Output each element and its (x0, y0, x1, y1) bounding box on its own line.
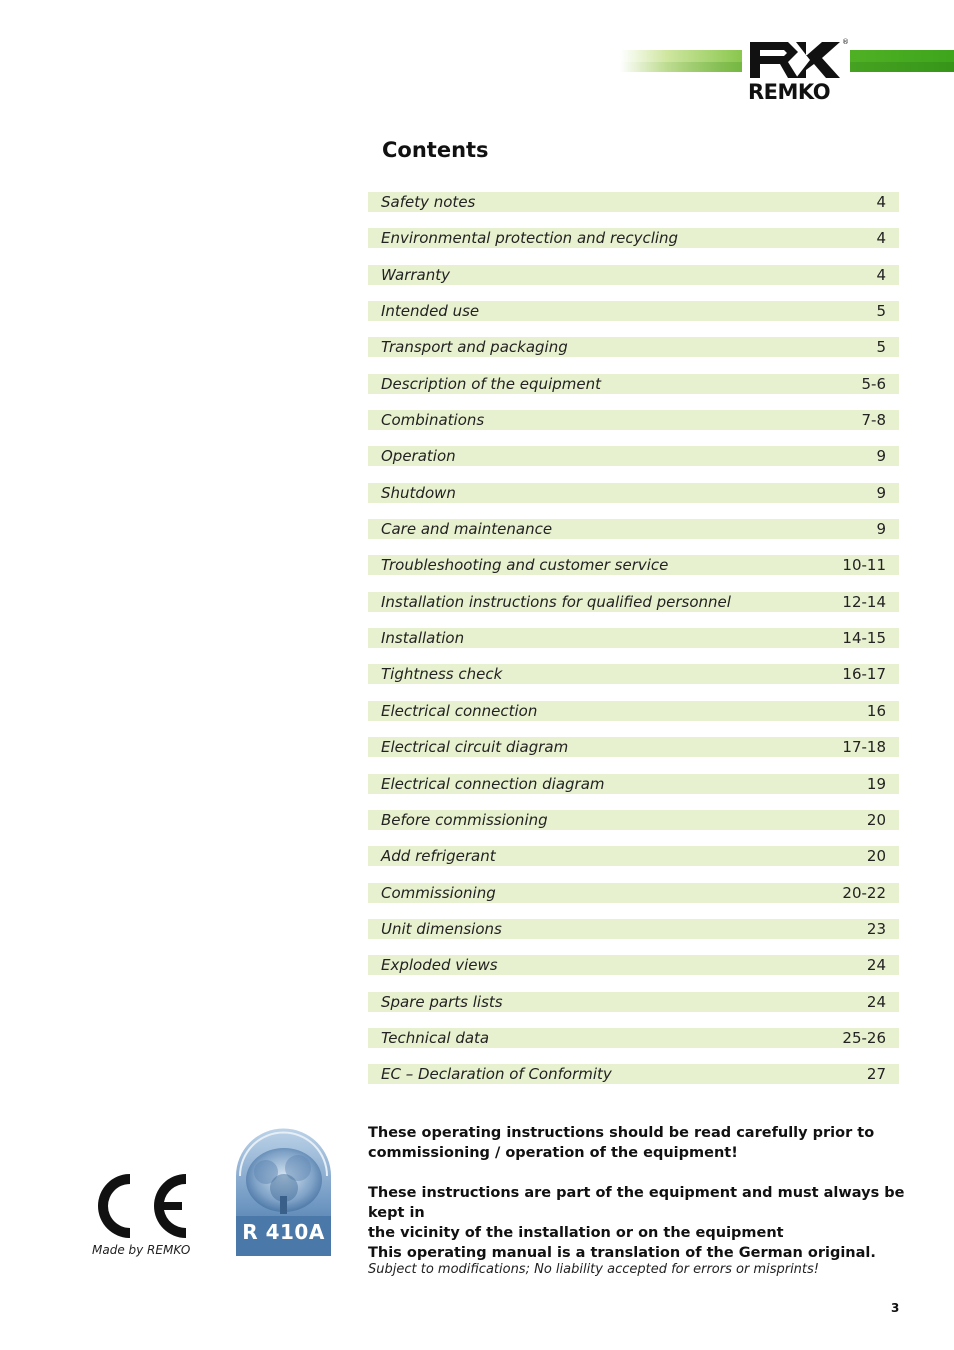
toc-entry-page: 4 (876, 229, 886, 248)
toc-entry-page: 9 (876, 483, 886, 502)
toc-row[interactable] (368, 992, 899, 1012)
toc-entry-page: 17-18 (842, 738, 886, 757)
toc-entry-page: 16 (866, 701, 886, 720)
toc-entry-label: Combinations (381, 411, 485, 430)
toc-entry-label: Technical data (381, 1028, 490, 1047)
toc-entry-page: 20 (866, 810, 886, 829)
toc-entry-label: Add refrigerant (381, 847, 496, 866)
disclaimer: Subject to modifications; No liability accepted for errors or misprints! (368, 1262, 820, 1277)
toc-row[interactable] (368, 446, 899, 466)
note-line: the vicinity of the installation or on the equipment (368, 1225, 784, 1241)
toc-row[interactable] (368, 483, 899, 503)
toc-entry-page: 23 (866, 919, 886, 938)
toc-entry-page: 9 (876, 447, 886, 466)
toc-entry-label: Unit dimensions (381, 919, 502, 938)
toc-entry-page: 24 (866, 992, 886, 1011)
toc-entry-label: Care and maintenance (381, 520, 553, 539)
toc-entry-page: 12-14 (842, 592, 886, 611)
toc-row[interactable] (368, 265, 899, 285)
toc-entry-page: 20-22 (842, 883, 886, 902)
toc-entry-page: 5-6 (861, 374, 886, 393)
toc-entry-page: 4 (876, 193, 886, 211)
toc-entry-label: Transport and packaging (381, 338, 568, 357)
toc-row[interactable] (368, 301, 899, 321)
translation-note: This operating manual is a translation of the German original. (368, 1245, 876, 1261)
toc-row[interactable] (368, 628, 899, 648)
page-number: 3 (891, 1301, 900, 1315)
toc-entry-label: Electrical circuit diagram (381, 738, 569, 757)
toc-row[interactable] (368, 919, 899, 939)
toc-row[interactable] (368, 701, 899, 721)
toc-row[interactable] (368, 555, 899, 575)
toc-entry-label: Shutdown (381, 483, 456, 502)
toc-row[interactable] (368, 1028, 899, 1048)
toc-row[interactable] (368, 955, 899, 975)
keep-instructions-note (368, 1183, 913, 1263)
toc-entry-label: Installation instructions for qualified personnel (381, 592, 731, 611)
toc-entry-label: Electrical connection diagram (381, 774, 605, 793)
toc-entry-label: Warranty (381, 265, 450, 284)
toc-entry-label: EC – Declaration of Conformity (381, 1065, 612, 1084)
toc-entry-page: 4 (876, 265, 886, 284)
toc-row[interactable] (368, 774, 899, 794)
toc-row[interactable] (368, 810, 899, 830)
toc-entry-label: Tightness check (381, 665, 503, 684)
table-of-contents (368, 192, 899, 1101)
toc-row[interactable] (368, 337, 899, 357)
toc-entry-page: 5 (876, 338, 886, 357)
toc-entry-label: Operation (381, 447, 456, 466)
toc-entry-page: 27 (866, 1065, 886, 1084)
toc-entry-label: Environmental protection and recycling (381, 229, 679, 248)
notes-section (368, 1123, 913, 1263)
toc-row[interactable] (368, 846, 899, 866)
toc-entry-label: Electrical connection (381, 701, 538, 720)
toc-entry-page: 10-11 (842, 556, 886, 575)
toc-row[interactable] (368, 410, 899, 430)
toc-row[interactable] (368, 883, 899, 903)
toc-entry-page: 25-26 (842, 1028, 886, 1047)
toc-entry-label: Spare parts lists (381, 992, 503, 1011)
remko-logo (742, 38, 850, 104)
toc-entry-label: Intended use (381, 302, 480, 321)
ce-mark-icon (92, 1170, 192, 1242)
made-by-label: Made by REMKO (92, 1243, 191, 1257)
toc-entry-label: Description of the equipment (381, 374, 601, 393)
toc-row[interactable] (368, 1064, 899, 1084)
toc-entry-page: 14-15 (842, 629, 886, 648)
toc-entry-page: 16-17 (842, 665, 886, 684)
toc-entry-page: 24 (866, 956, 886, 975)
toc-entry-label: Installation (381, 629, 465, 648)
registered-mark: ® (842, 38, 849, 46)
toc-row[interactable] (368, 737, 899, 757)
toc-row[interactable] (368, 228, 899, 248)
toc-entry-label: Exploded views (381, 956, 498, 975)
toc-row[interactable] (368, 374, 899, 394)
remko-logo-icon (748, 40, 844, 80)
toc-entry-page: 19 (866, 774, 886, 793)
note-line: commissioning / operation of the equipment! (368, 1145, 738, 1161)
toc-entry-label: Commissioning (381, 883, 496, 902)
toc-entry-label: Before commissioning (381, 810, 548, 829)
toc-row[interactable] (368, 192, 899, 212)
refrigerant-label: R 410A (242, 1220, 325, 1244)
page-title: Contents (382, 138, 489, 162)
toc-entry-page: 20 (866, 847, 886, 866)
note-line: These operating instructions should be read carefully prior to (368, 1125, 875, 1141)
brand-name: REMKO (748, 80, 831, 104)
toc-entry-page: 5 (876, 302, 886, 321)
toc-row[interactable] (368, 519, 899, 539)
read-carefully-note (368, 1123, 913, 1163)
toc-entry-label: Troubleshooting and customer service (381, 556, 669, 575)
toc-entry-page: 7-8 (861, 411, 886, 430)
note-line: These instructions are part of the equipment and must always be kept in (368, 1185, 905, 1221)
toc-row[interactable] (368, 664, 899, 684)
toc-entry-page: 9 (876, 520, 886, 539)
toc-row[interactable] (368, 592, 899, 612)
toc-entry-label: Safety notes (381, 193, 476, 211)
